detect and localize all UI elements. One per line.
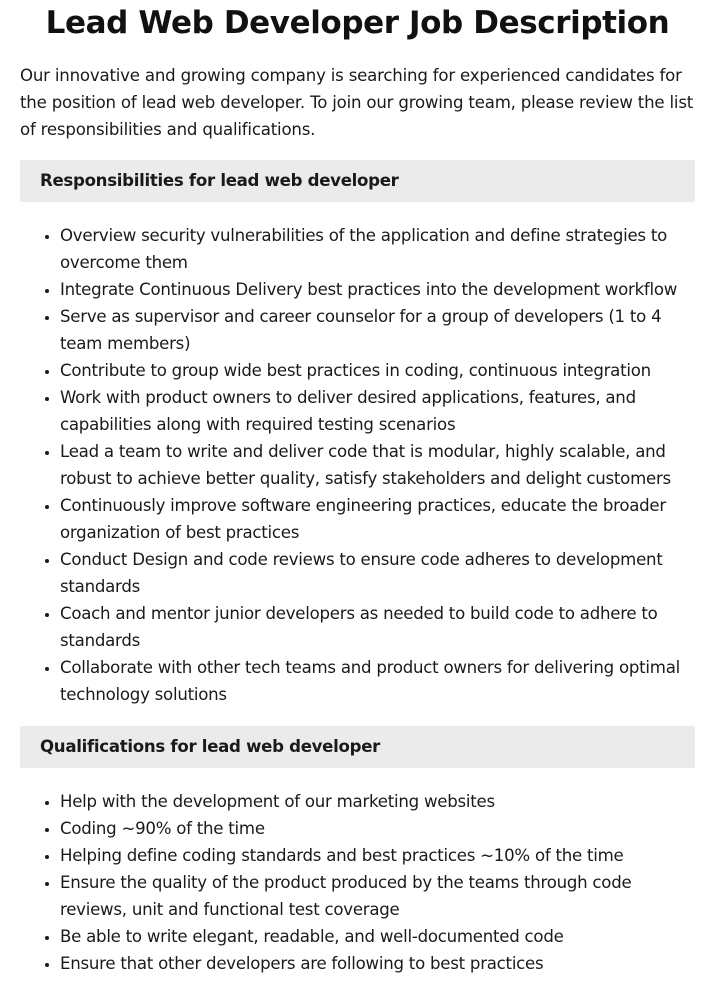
responsibility-item: • Collaborate with other tech teams and product owners for delivering optimal technology solutions bbox=[60, 654, 695, 708]
responsibility-item: • Continuously improve software engineering practices, educate the broader organization of best practices bbox=[60, 492, 695, 546]
qualification-item: • Helping define coding standards and best practices ~10% of the time bbox=[60, 842, 695, 869]
responsibility-item: • Lead a team to write and deliver code that is modular, highly scalable, and robust to achieve better quality, satisfy stakeholders and delight customers bbox=[60, 438, 695, 492]
qualifications-list bbox=[20, 788, 695, 977]
responsibility-item: • Coach and mentor junior developers as needed to build code to adhere to standards bbox=[60, 600, 695, 654]
qualification-item: • Ensure the quality of the product produced by the teams through code reviews, unit and functional test coverage bbox=[60, 869, 695, 923]
responsibility-item: • Overview security vulnerabilities of the application and define strategies to overcome them bbox=[60, 222, 695, 276]
responsibility-item: • Integrate Continuous Delivery best practices into the development workflow bbox=[60, 276, 695, 303]
qualifications-heading: Qualifications for lead web developer bbox=[20, 726, 695, 768]
intro-paragraph: Our innovative and growing company is searching for experienced candidates for the position of lead web developer. To join our growing team, please review the list of responsibilities and qualifications. bbox=[20, 66, 694, 139]
qualification-item: • Help with the development of our marketing websites bbox=[60, 788, 695, 815]
qualification-item: • Coding ~90% of the time bbox=[60, 815, 695, 842]
page-title: Lead Web Developer Job Description bbox=[45, 5, 670, 41]
responsibility-item: • Serve as supervisor and career counselor for a group of developers (1 to 4 team members) bbox=[60, 303, 695, 357]
qualification-item: • Ensure that other developers are following to best practices bbox=[60, 950, 695, 977]
responsibilities-list bbox=[20, 222, 695, 708]
qualification-item: • Be able to write elegant, readable, and well-documented code bbox=[60, 923, 695, 950]
responsibilities-heading: Responsibilities for lead web developer bbox=[20, 160, 695, 202]
responsibility-item: • Work with product owners to deliver desired applications, features, and capabilities along with required testing scenarios bbox=[60, 384, 695, 438]
responsibility-item: • Contribute to group wide best practices in coding, continuous integration bbox=[60, 357, 695, 384]
responsibility-item: • Conduct Design and code reviews to ensure code adheres to development standards bbox=[60, 546, 695, 600]
